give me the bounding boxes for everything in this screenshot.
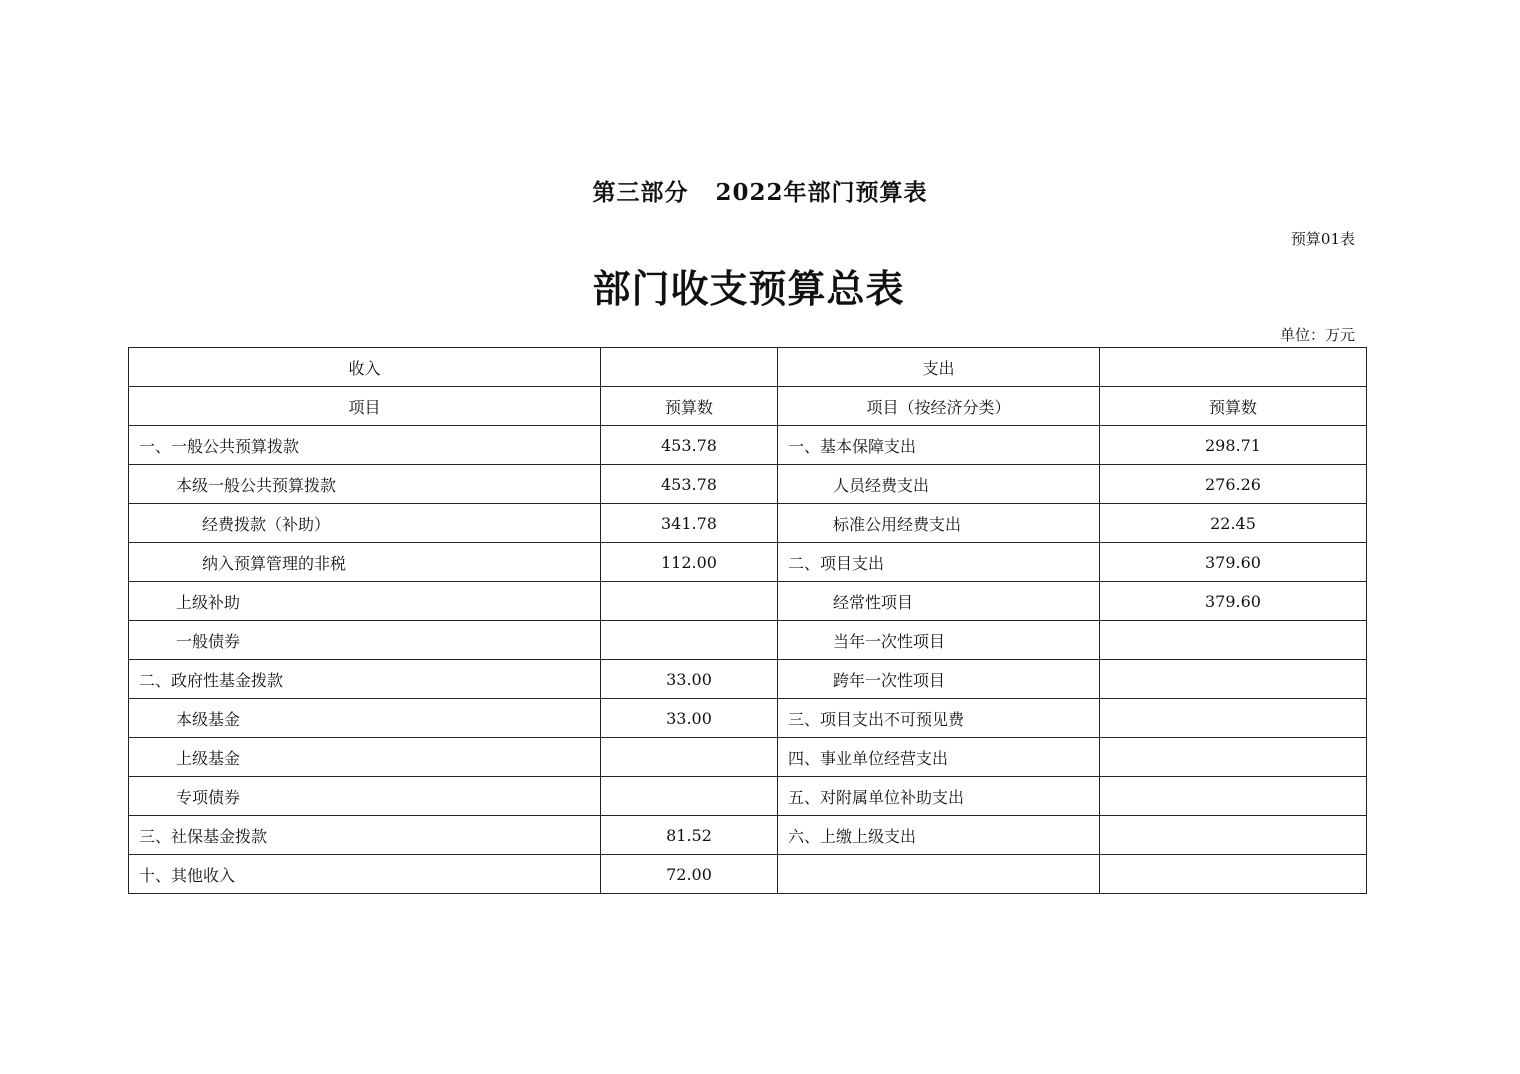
expense-amount bbox=[1100, 855, 1367, 894]
expense-amount bbox=[1100, 738, 1367, 777]
expense-amount-column-header: 预算数 bbox=[1100, 387, 1367, 426]
expense-header: 支出 bbox=[778, 348, 1100, 387]
expense-item: 经常性项目 bbox=[778, 582, 1100, 621]
expense-amount bbox=[1100, 621, 1367, 660]
table-row bbox=[129, 738, 1367, 777]
income-amount: 341.78 bbox=[601, 504, 778, 543]
income-header: 收入 bbox=[129, 348, 601, 387]
income-amount: 112.00 bbox=[601, 543, 778, 582]
expense-item: 一、基本保障支出 bbox=[778, 426, 1100, 465]
expense-item: 标准公用经费支出 bbox=[778, 504, 1100, 543]
table-row bbox=[129, 504, 1367, 543]
income-item: 经费拨款（补助） bbox=[129, 504, 601, 543]
income-item: 本级一般公共预算拨款 bbox=[129, 465, 601, 504]
expense-amount bbox=[1100, 660, 1367, 699]
expense-item: 人员经费支出 bbox=[778, 465, 1100, 504]
page-title: 部门收支预算总表 bbox=[592, 266, 905, 311]
expense-item-column-header: 项目（按经济分类） bbox=[778, 387, 1100, 426]
empty-header-cell bbox=[601, 348, 778, 387]
income-amount-column-header: 预算数 bbox=[601, 387, 778, 426]
table-row bbox=[129, 816, 1367, 855]
table-row bbox=[129, 582, 1367, 621]
income-item: 三、社保基金拨款 bbox=[129, 816, 601, 855]
income-amount: 453.78 bbox=[601, 426, 778, 465]
table-row bbox=[129, 543, 1367, 582]
expense-item: 五、对附属单位补助支出 bbox=[778, 777, 1100, 816]
income-amount bbox=[601, 621, 778, 660]
expense-amount bbox=[1100, 816, 1367, 855]
table-row bbox=[129, 621, 1367, 660]
table-row bbox=[129, 660, 1367, 699]
income-item: 二、政府性基金拨款 bbox=[129, 660, 601, 699]
expense-item: 当年一次性项目 bbox=[778, 621, 1100, 660]
expense-item: 六、上缴上级支出 bbox=[778, 816, 1100, 855]
income-item: 本级基金 bbox=[129, 699, 601, 738]
income-item: 专项债券 bbox=[129, 777, 601, 816]
income-amount: 81.52 bbox=[601, 816, 778, 855]
income-amount bbox=[601, 582, 778, 621]
expense-amount: 298.71 bbox=[1100, 426, 1367, 465]
expense-item: 跨年一次性项目 bbox=[778, 660, 1100, 699]
table-row bbox=[129, 777, 1367, 816]
expense-item: 三、项目支出不可预见费 bbox=[778, 699, 1100, 738]
form-number: 预算01表 bbox=[1290, 230, 1355, 248]
expense-amount: 379.60 bbox=[1100, 582, 1367, 621]
income-item-column-header: 项目 bbox=[129, 387, 601, 426]
budget-summary-table bbox=[128, 347, 1367, 894]
income-amount: 72.00 bbox=[601, 855, 778, 894]
income-item: 上级补助 bbox=[129, 582, 601, 621]
table-header-row-2 bbox=[129, 387, 1367, 426]
part-title: 第三部分 2022年部门预算表 bbox=[592, 179, 928, 206]
income-item: 一般债券 bbox=[129, 621, 601, 660]
income-item: 一、一般公共预算拨款 bbox=[129, 426, 601, 465]
expense-amount: 276.26 bbox=[1100, 465, 1367, 504]
table-row bbox=[129, 699, 1367, 738]
unit-label: 单位：万元 bbox=[1279, 326, 1355, 344]
income-item: 十、其他收入 bbox=[129, 855, 601, 894]
empty-header-cell bbox=[1100, 348, 1367, 387]
expense-amount bbox=[1100, 699, 1367, 738]
expense-amount: 22.45 bbox=[1100, 504, 1367, 543]
table-row bbox=[129, 465, 1367, 504]
income-amount bbox=[601, 777, 778, 816]
expense-item bbox=[778, 855, 1100, 894]
table-row bbox=[129, 426, 1367, 465]
expense-item: 四、事业单位经营支出 bbox=[778, 738, 1100, 777]
income-amount bbox=[601, 738, 778, 777]
expense-item: 二、项目支出 bbox=[778, 543, 1100, 582]
table-row bbox=[129, 855, 1367, 894]
income-amount: 33.00 bbox=[601, 660, 778, 699]
income-item: 上级基金 bbox=[129, 738, 601, 777]
expense-amount bbox=[1100, 777, 1367, 816]
expense-amount: 379.60 bbox=[1100, 543, 1367, 582]
income-item: 纳入预算管理的非税 bbox=[129, 543, 601, 582]
table-header-row-1 bbox=[129, 348, 1367, 387]
income-amount: 33.00 bbox=[601, 699, 778, 738]
income-amount: 453.78 bbox=[601, 465, 778, 504]
